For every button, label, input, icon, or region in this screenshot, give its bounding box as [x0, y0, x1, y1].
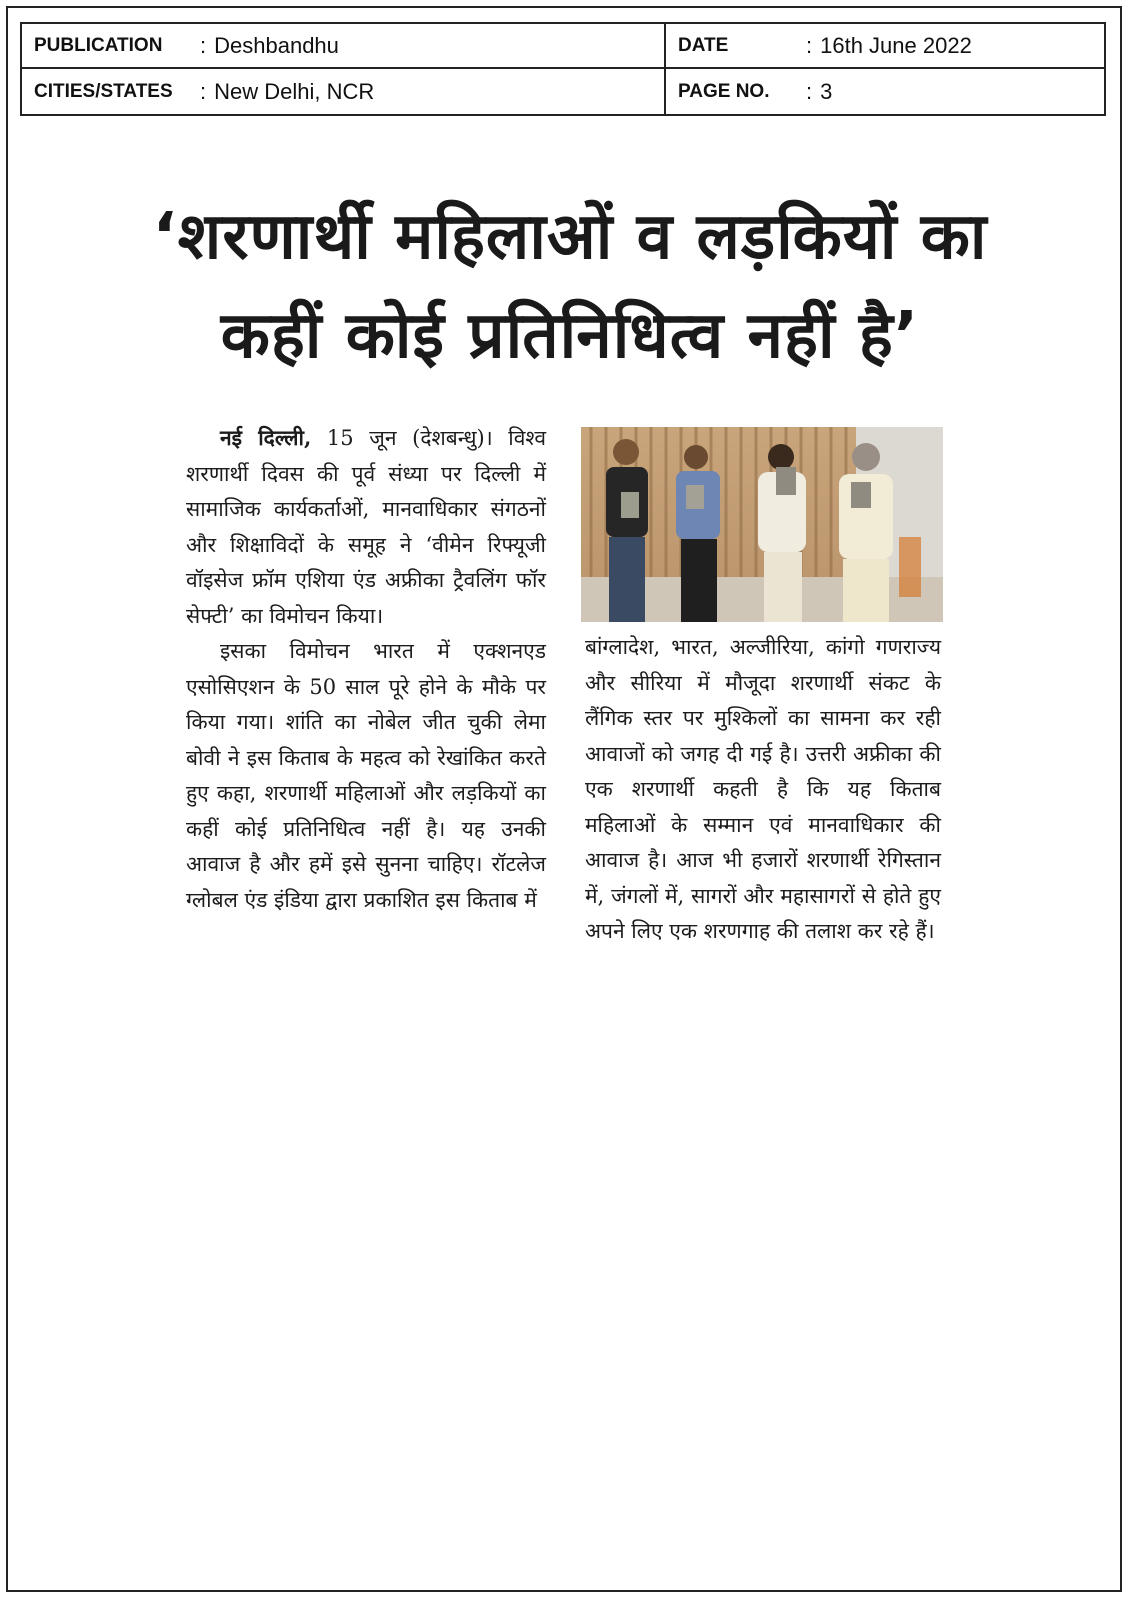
page-no-label: PAGE NO.	[678, 80, 770, 102]
date-label: DATE	[678, 34, 729, 56]
paragraph-1-text: 15 जून (देशबन्धु)। विश्व शरणार्थी दिवस की पूर्व संध्या पर दिल्ली में सामाजिक कार्यकर्ताओं, मानवाधिकार संगठनों और शिक्षाविदों के समूह ने ‘वीमेन रिफ्यूजी वॉइसेज फ्रॉम एशिया एंड अफ्रीका ट्रैवलिंग फॉर सेफ्टी’ का विमोचन किया।	[186, 426, 547, 628]
separator: :	[200, 32, 207, 58]
cities-row	[22, 69, 666, 114]
separator: :	[806, 32, 813, 58]
cities-value: New Delhi, NCR	[214, 78, 375, 104]
article-paragraph-2: इसका विमोचन भारत में एक्शनएड एसोसिएशन के 50 साल पूरे होने के मौके पर किया गया। शांति का नोबेल जीत चुकी लेमा बोवी ने इस किताब के महत्व को रेखांकित करते हुए कहा, शरणार्थी महिलाओं और लड़कियों का कहीं कोई प्रतिनिधित्व नहीं है। यह उनकी आवाज है और हमें इसे सुनना चाहिए। रॉटलेज ग्लोबल एंड इंडिया द्वारा प्रकाशित इस किताब में	[186, 639, 546, 912]
book-launch-photo	[581, 427, 943, 622]
article-column-right	[585, 630, 941, 950]
publication-value: Deshbandhu	[214, 32, 339, 58]
cities-label: CITIES/STATES	[34, 80, 173, 102]
date-value: 16th June 2022	[820, 32, 972, 58]
news-photo	[581, 427, 943, 622]
publication-label: PUBLICATION	[34, 34, 163, 56]
page-no-value: 3	[820, 78, 833, 104]
article-headline: ‘शरणार्थी महिलाओं व लड़कियों का कहीं कोई प्रतिनिधित्व नहीं है’	[152, 200, 988, 374]
publication-row	[22, 24, 666, 69]
separator: :	[200, 78, 207, 104]
article-paragraph-1	[186, 420, 546, 634]
page-no-row	[666, 69, 1104, 114]
clipping-meta-table	[20, 22, 1106, 116]
article-paragraph-3: बांग्लादेश, भारत, अल्जीरिया, कांगो गणराज्य और सीरिया में मौजूदा शरणार्थी संकट के लैंगिक स्तर पर मुश्किलों का सामना कर रही आवाजों को जगह दी गई है। उत्तरी अफ्रीका की एक शरणार्थी कहती है कि यह किताब महिलाओं के सम्मान एवं मानवाधिकार की आवाज है। आज भी हजारों शरणार्थी रेगिस्तान में, जंगलों में, सागरों और महासागरों से होते हुए अपने लिए एक शरणगाह की तलाश कर रहे हैं।	[585, 635, 941, 943]
article-column-left	[186, 420, 546, 918]
dateline: नई दिल्ली,	[220, 425, 312, 450]
separator: :	[806, 78, 813, 104]
date-row	[666, 24, 1104, 69]
